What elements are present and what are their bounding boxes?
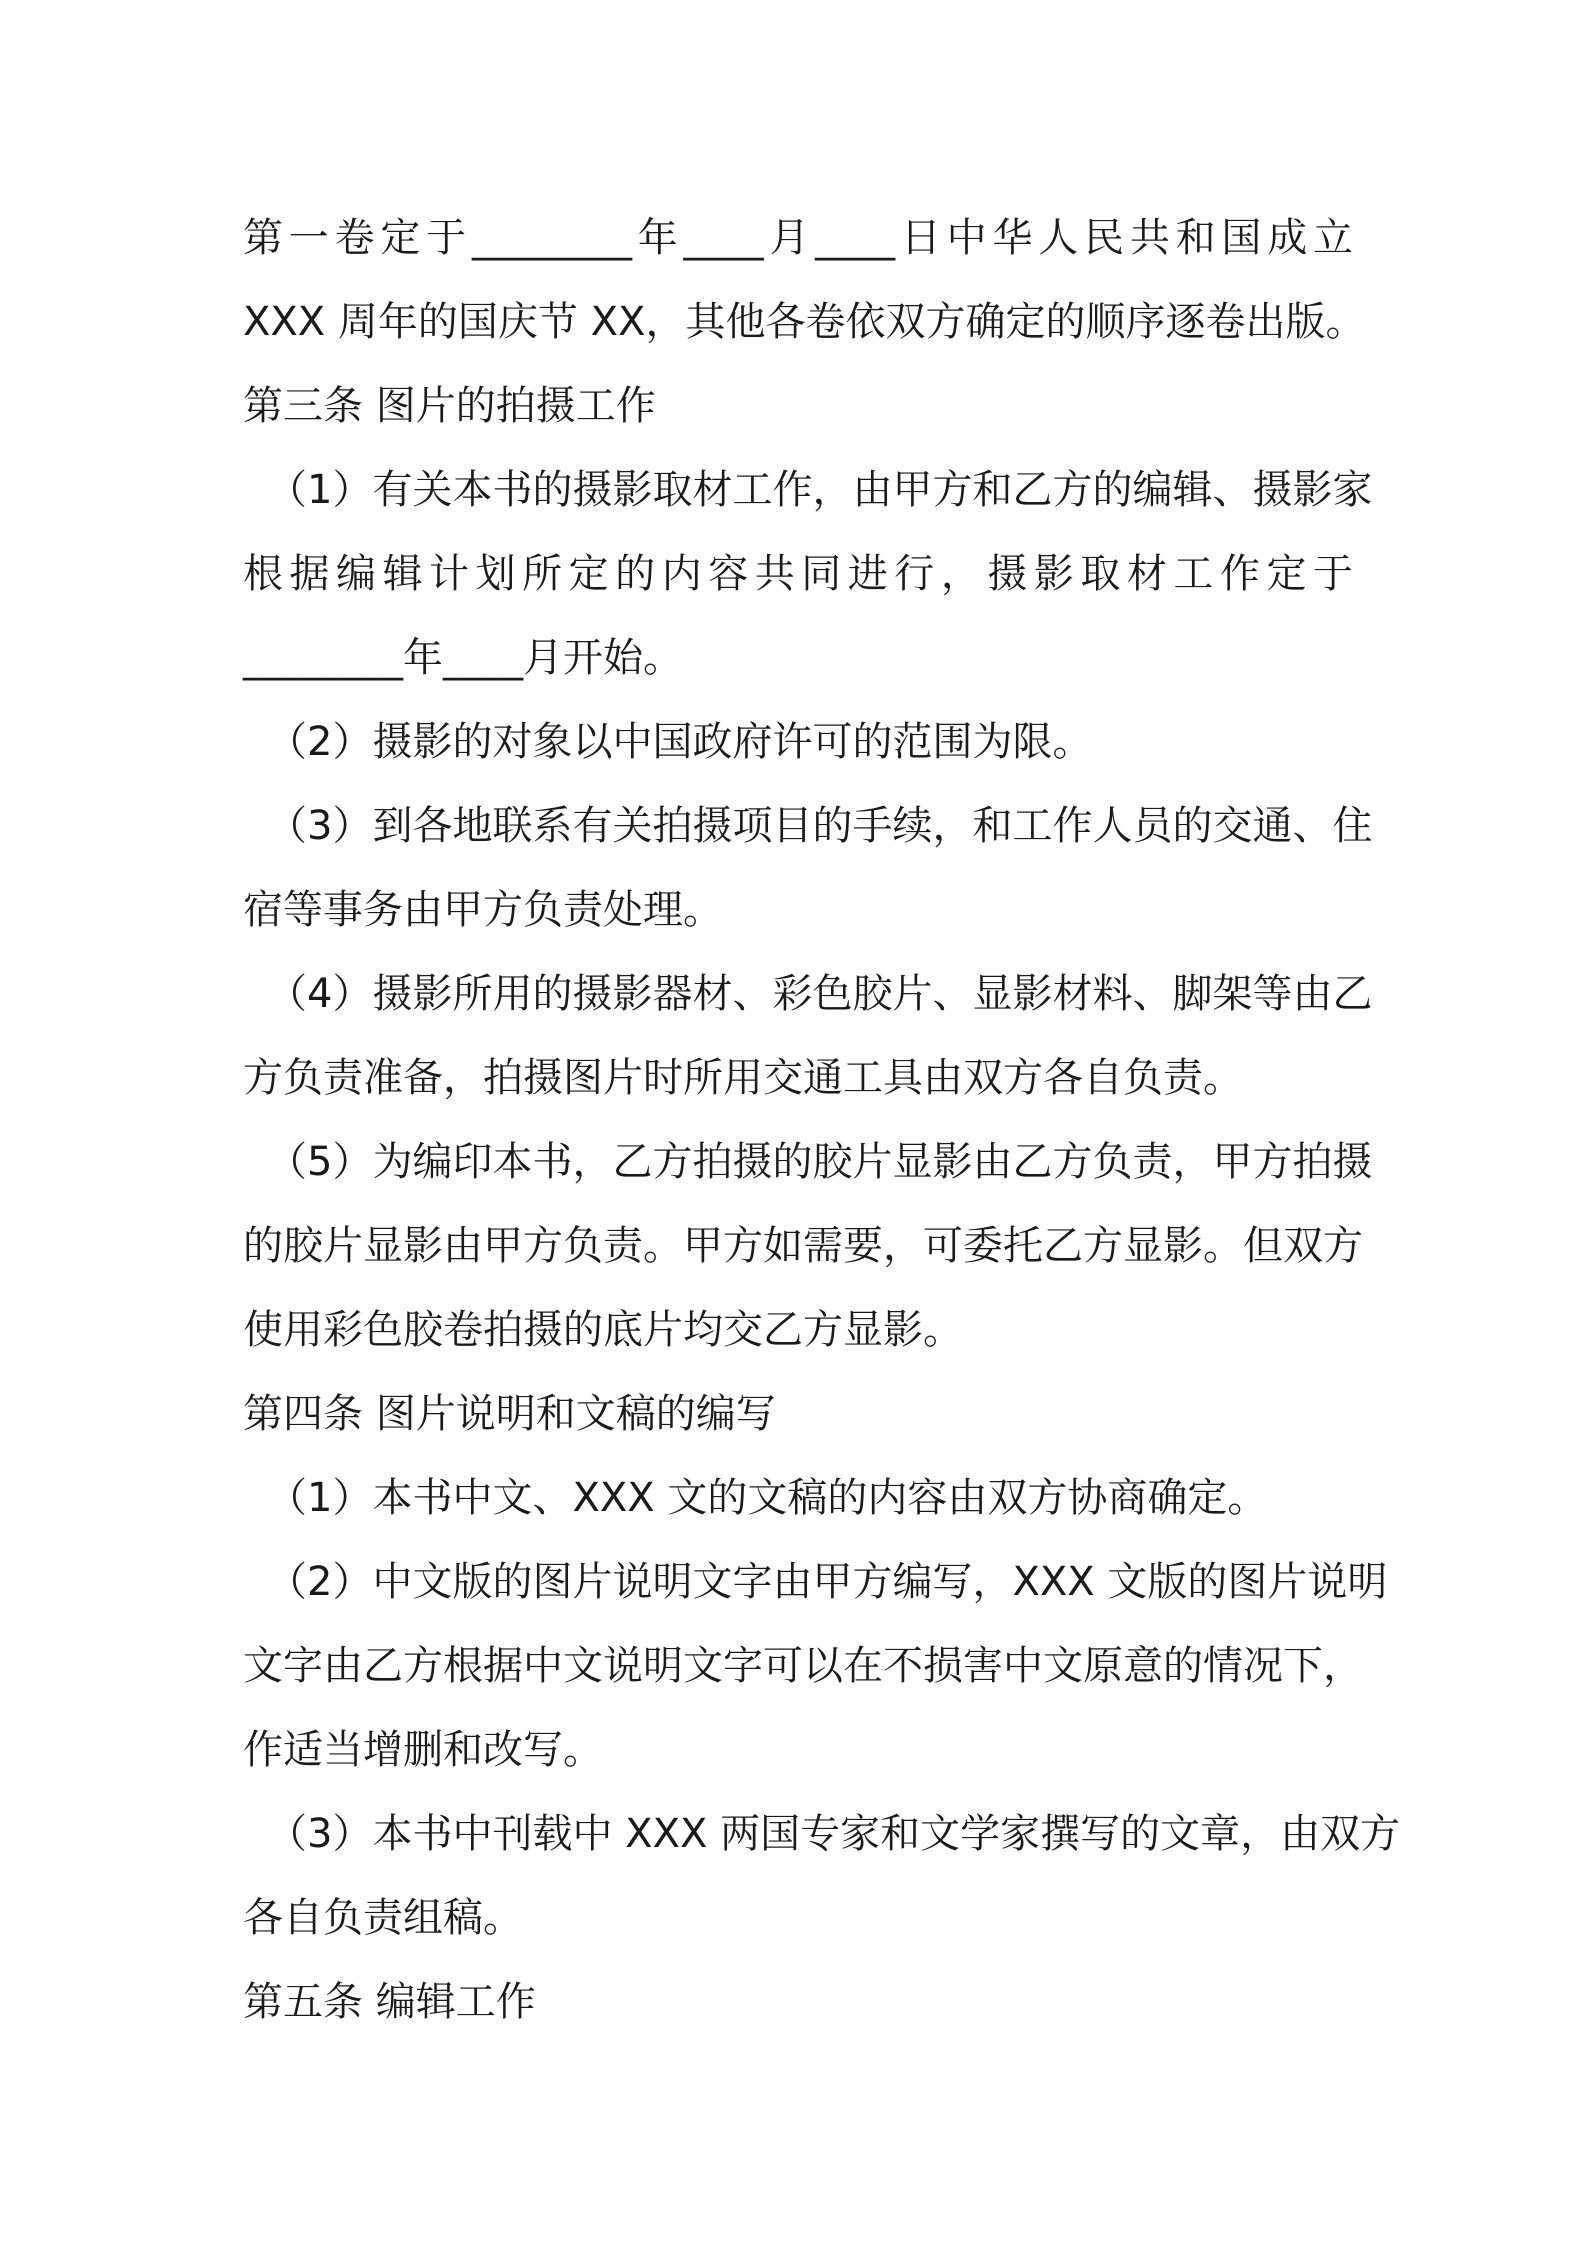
paragraph-line: 各自负责组稿。 — [243, 1895, 523, 1941]
article3-heading: 第三条 图片的拍摄工作 — [243, 383, 656, 429]
paragraph-line: 使用彩色胶卷拍摄的底片均交乙方显影。 — [243, 1307, 963, 1353]
article4-item-1 — [243, 1456, 1353, 1540]
paragraph-line: 宿等事务由甲方负责处理。 — [243, 887, 723, 933]
article3-item-1 — [243, 448, 1373, 700]
paragraph-line: 文字由乙方根据中文说明文字可以在不损害中文原意的情况下， — [243, 1643, 1363, 1689]
paragraph-line: 作适当增删和改写。 — [243, 1727, 603, 1773]
paragraph-line: ________年____月开始。 — [243, 635, 683, 681]
article2-line-1: 第一卷定于________年____月____日中华人民共和国成立 — [243, 215, 1353, 261]
paragraph-line: 的胶片显影由甲方负责。甲方如需要，可委托乙方显影。但双方 — [243, 1223, 1363, 1269]
paragraph-line: 方负责准备，拍摄图片时所用交通工具由双方各自负责。 — [243, 1055, 1243, 1101]
contract-page — [243, 196, 1401, 2044]
paragraph-line: （1）有关本书的摄影取材工作，由甲方和乙方的编辑、摄影家 — [267, 467, 1373, 513]
article3-item-2 — [243, 700, 1353, 784]
article2-line-2: XXX 周年的国庆节 XX，其他各卷依双方确定的顺序逐卷出版。 — [243, 299, 1366, 345]
paragraph-line: 根据编辑计划所定的内容共同进行，摄影取材工作定于 — [243, 551, 1353, 597]
article5-heading: 第五条 编辑工作 — [243, 1979, 536, 2025]
paragraph-line: （2）摄影的对象以中国政府许可的范围为限。 — [267, 719, 1093, 765]
article4-item-3 — [243, 1792, 1401, 1960]
article3-item-4 — [243, 952, 1373, 1120]
article3-item-5 — [243, 1120, 1373, 1372]
paragraph-line: （2）中文版的图片说明文字由甲方编写，XXX 文版的图片说明 — [267, 1559, 1388, 1605]
paragraph-line: （1）本书中文、XXX 文的文稿的内容由双方协商确定。 — [267, 1475, 1268, 1521]
article4-heading: 第四条 图片说明和文稿的编写 — [243, 1391, 776, 1437]
paragraph-line: （4）摄影所用的摄影器材、彩色胶片、显影材料、脚架等由乙 — [267, 971, 1373, 1017]
paragraph-line: （3）本书中刊载中 XXX 两国专家和文学家撰写的文章，由双方 — [267, 1811, 1401, 1857]
paragraph-line: （3）到各地联系有关拍摄项目的手续，和工作人员的交通、住 — [267, 803, 1373, 849]
paragraph-line: （5）为编印本书，乙方拍摄的胶片显影由乙方负责，甲方拍摄 — [267, 1139, 1373, 1185]
article3-item-3 — [243, 784, 1373, 952]
article4-item-2 — [243, 1540, 1388, 1792]
